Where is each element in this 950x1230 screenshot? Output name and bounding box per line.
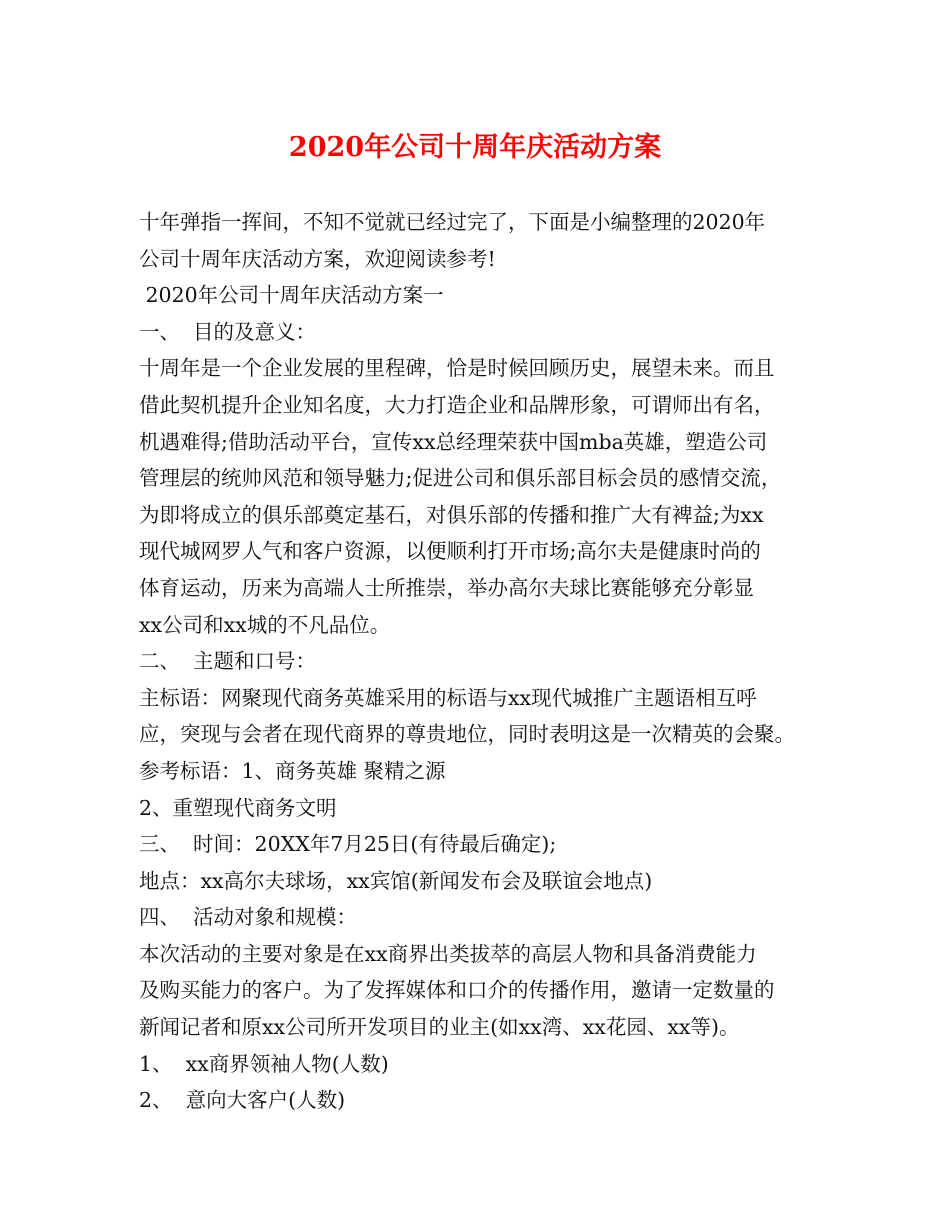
section-heading: 2020年公司十周年庆活动方案一 <box>139 283 444 308</box>
paragraph-line: 现代城网罗人气和客户资源，以便顺利打开市场;高尔夫是健康时尚的 <box>139 539 761 564</box>
paragraph-line: 十年弹指一挥间，不知不觉就已经过完了，下面是小编整理的2020年 <box>139 210 766 234</box>
document-body <box>139 204 829 1119</box>
section-heading: 四、 活动对象和规模： <box>139 905 358 930</box>
section-heading: 三、 时间：20XX年7月25日(有待最后确定); <box>139 832 557 857</box>
paragraph-line: 管理层的统帅风范和领导魅力;促进公司和俱乐部目标会员的感情交流， <box>139 466 782 491</box>
paragraph-line: xx公司和xx城的不凡品位。 <box>139 612 391 637</box>
paragraph-line: 本次活动的主要对象是在xx商界出类拔萃的高层人物和具备消费能力 <box>139 941 757 966</box>
paragraph-line: 为即将成立的俱乐部奠定基石，对俱乐部的传播和推广大有裨益;为xx <box>139 502 764 527</box>
paragraph-line: 应，突现与会者在现代商界的尊贵地位，同时表明这是一次精英的会聚。 <box>139 722 795 747</box>
paragraph-line: 主标语：网聚现代商务英雄采用的标语与xx现代城推广主题语相互呼 <box>139 685 757 710</box>
list-item: 2、 意向大客户(人数) <box>139 1088 346 1113</box>
paragraph-line: 参考标语：1、商务英雄 聚精之源 <box>139 758 446 783</box>
paragraph-line: 十周年是一个企业发展的里程碑，恰是时候回顾历史，展望未来。而且 <box>139 356 775 381</box>
paragraph-line: 机遇难得;借助活动平台，宣传xx总经理荣获中国mba英雄，塑造公司 <box>139 429 768 454</box>
paragraph-line: 2、重塑现代商务文明 <box>139 795 337 820</box>
document-title: 2020年公司十周年庆活动方案 <box>288 132 662 163</box>
paragraph-line: 新闻记者和原xx公司所开发项目的业主(如xx湾、xx花园、xx等)。 <box>139 1015 740 1040</box>
list-item: 1、 xx商界领袖人物(人数) <box>139 1051 389 1076</box>
paragraph-line: 借此契机提升企业知名度，大力打造企业和品牌形象，可谓师出有名， <box>139 392 775 417</box>
paragraph-line: 及购买能力的客户。为了发挥媒体和口介的传播作用，邀请一定数量的 <box>139 978 775 1003</box>
paragraph-line: 公司十周年庆活动方案，欢迎阅读参考! <box>139 246 496 271</box>
paragraph-line: 体育运动，历来为高端人士所推崇，举办高尔夫球比赛能够充分彰显 <box>139 575 754 600</box>
paragraph-line: 地点：xx高尔夫球场，xx宾馆(新闻发布会及联谊会地点) <box>139 868 653 893</box>
section-heading: 一、 目的及意义： <box>139 319 317 344</box>
section-heading: 二、 主题和口号： <box>139 649 317 674</box>
